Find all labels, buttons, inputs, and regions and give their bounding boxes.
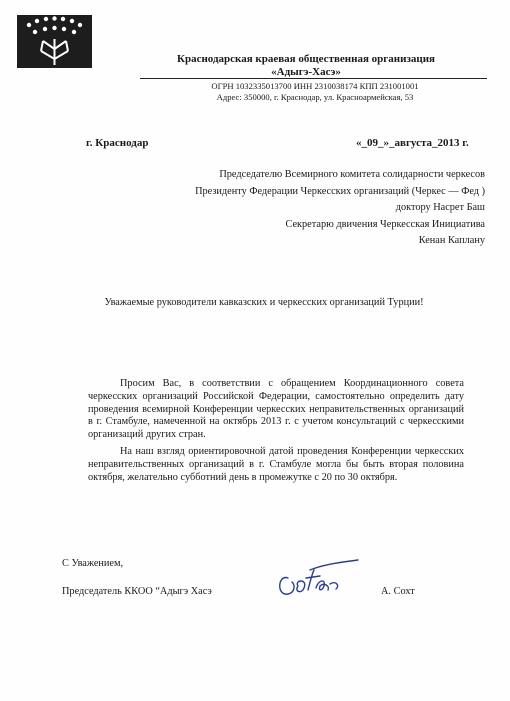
body-paragraph-1: Просим Вас, в соответствии с обращением Координационного совета черкесских организаций Российской Федерации, самостоятельно определить дату проведения всемирной Конференции черкесских неправительственных организаций в г. Стамбуле, намеченной на октябрь 2013 г. с учетом консультаций с черкесскими организаций других стран. <box>88 378 464 441</box>
registration-numbers: ОГРН 1032335013700 ИНН 2310038174 КПП 231001001 <box>211 81 419 91</box>
letter-closing: С Уважением, <box>62 558 124 569</box>
signer-name: А. Сохт <box>381 586 415 597</box>
letterhead-divider <box>140 78 487 79</box>
addressee-line: Секретарю двичения Черкесская Инициатива <box>285 218 485 230</box>
letter-city: г. Краснодар <box>86 137 149 149</box>
addressee-line: доктору Насрет Баш <box>395 202 485 213</box>
signer-title: Председатель ККОО “Адыгэ Хасэ <box>62 586 212 597</box>
circassian-flag-icon <box>17 15 92 68</box>
addressee-line: Председателю Всемирного комитета солидарности черкесов <box>219 169 485 180</box>
organization-address: Адрес: 350000, г. Краснодар, ул. Красноармейская, 53 <box>216 92 414 102</box>
addressee-block <box>105 167 485 250</box>
org-name-line1: Краснодарская краевая общественная организация <box>176 53 436 65</box>
letter-greeting: Уважаемые руководители кавказских и черкесских организаций Турции! <box>104 297 424 308</box>
body-paragraph-2: На наш взгляд ориентировочной датой проведения Конференции черкесских неправительственных организаций в г. Стамбуле могла бы быть вторая половина октября, желательно субботний день в промежутке с 20 по 30 октября. <box>88 445 464 483</box>
org-name-line2: «Адыгэ-Хасэ» <box>271 66 341 78</box>
addressee-line: Кенан Каплану <box>418 235 485 246</box>
letter-date: «_09_»_августа_2013 г. <box>356 137 469 149</box>
organization-name <box>146 53 466 79</box>
letter-body <box>88 378 464 484</box>
organization-requisites <box>150 81 480 103</box>
handwritten-signature <box>274 556 364 608</box>
addressee-line: Президенту Федерации Черкесских организаций (Черкес — Фед ) <box>195 185 485 197</box>
